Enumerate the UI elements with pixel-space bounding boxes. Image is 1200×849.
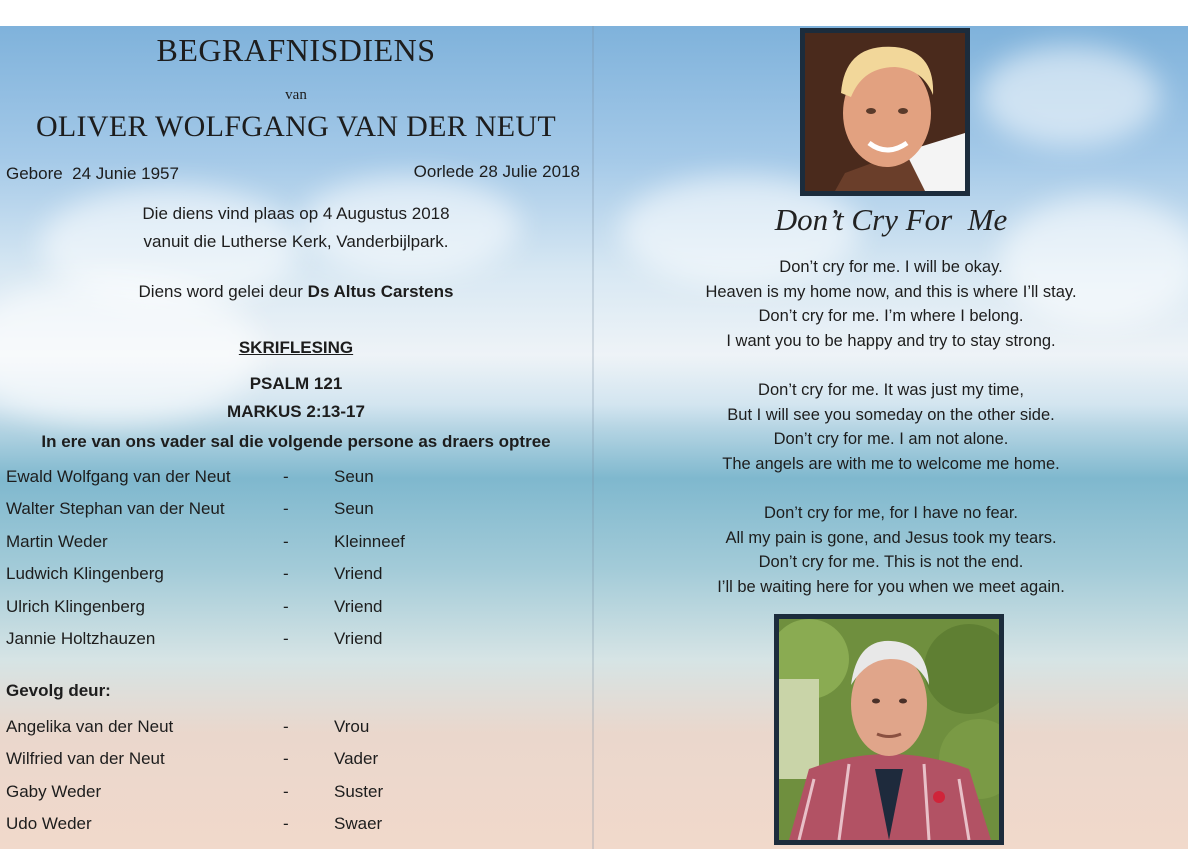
person-name: Walter Stephan van der Neut — [6, 499, 225, 519]
poem-line: I want you to be happy and try to stay strong. — [726, 331, 1056, 350]
scripture-heading — [0, 335, 592, 361]
right-page — [594, 26, 1188, 849]
portrait-young-photo — [800, 28, 970, 196]
poem-line: Don’t cry for me. I will be okay. — [779, 258, 1003, 276]
poem-line: Heaven is my home now, and this is where I’ll stay. — [705, 282, 1077, 301]
person-name: Jannie Holtzhauzen — [6, 629, 156, 648]
dash-separator: - — [283, 814, 289, 834]
dash-separator: - — [283, 564, 289, 584]
pallbearer-row — [0, 499, 592, 525]
person-name: Martin Weder — [6, 531, 108, 551]
pallbearer-row — [0, 564, 592, 590]
led-by-prefix: Diens word gelei deur — [138, 282, 308, 301]
pallbearers-intro: In ere van ons vader sal die volgende persone as draers optree — [41, 432, 551, 451]
relation-label: Seun — [334, 467, 374, 486]
pallbearer-row — [0, 532, 592, 558]
relation-label: Vader — [334, 749, 379, 769]
relation-label: Swaer — [334, 814, 383, 834]
portrait-young-image — [805, 33, 965, 191]
deceased-name: OLIVER WOLFGANG VAN DER NEUT — [35, 110, 557, 143]
dash-separator: - — [283, 629, 289, 648]
poem-line: Don’t cry for me. This is not the end. — [758, 553, 1024, 572]
poem-line: I’ll be waiting here for you when we meet again. — [717, 577, 1065, 596]
dash-separator: - — [283, 781, 289, 801]
portrait-older-photo — [774, 614, 1004, 845]
service-line-2: vanuit die Lutherse Kerk, Vanderbijlpark. — [143, 232, 449, 251]
poem-line: Don’t cry for me. I am not alone. — [773, 430, 1009, 449]
mourner-row — [0, 814, 592, 840]
poem-line: All my pain is gone, and Jesus took my tears. — [725, 528, 1057, 547]
died-date: Oorlede 28 Julie 2018 — [413, 162, 580, 181]
relation-label: Vrou — [334, 717, 370, 736]
dash-separator: - — [283, 467, 289, 486]
mourner-row — [0, 749, 592, 775]
mourner-row — [0, 717, 592, 743]
pallbearer-row — [0, 597, 592, 623]
service-line-1: Die diens vind plaas op 4 Augustus 2018 — [142, 204, 450, 223]
relation-label: Seun — [334, 499, 374, 519]
portrait-older-image — [779, 619, 999, 840]
dash-separator: - — [283, 531, 289, 551]
person-name: Wilfried van der Neut — [6, 749, 165, 769]
scripture-mark: MARKUS 2:13-17 — [227, 402, 365, 421]
scripture-heading-text: SKRIFLESING — [238, 338, 354, 357]
person-name: Ewald Wolfgang van der Neut — [6, 467, 231, 486]
minister-name: Ds Altus Carstens — [307, 282, 454, 301]
followed-heading: Gevolg deur: — [6, 681, 111, 700]
left-page — [0, 26, 592, 849]
relation-label: Vriend — [334, 596, 383, 616]
person-name: Angelika van der Neut — [6, 717, 174, 736]
led-by-line — [0, 279, 592, 305]
poem-title: Don’t Cry For Me — [774, 202, 1008, 237]
program-heading: BEGRAFNISDIENS — [156, 32, 436, 68]
poem-line: The angels are with me to welcome me home. — [722, 454, 1060, 473]
relation-label: Kleinneef — [334, 531, 405, 551]
funeral-program-sheet — [0, 26, 1188, 849]
pallbearer-row — [0, 629, 592, 655]
dash-separator: - — [283, 499, 289, 519]
person-name: Udo Weder — [6, 814, 92, 834]
poem-stanza-3 — [594, 501, 1188, 599]
dash-separator: - — [283, 596, 289, 616]
poem-stanza-1 — [594, 255, 1188, 353]
relation-label: Suster — [334, 781, 384, 801]
born-date: Gebore 24 Junie 1957 — [6, 164, 179, 183]
relation-label: Vriend — [334, 564, 383, 584]
van-label: van — [285, 87, 307, 103]
relation-label: Vriend — [334, 629, 383, 648]
dash-separator: - — [283, 749, 289, 769]
person-name: Ludwich Klingenberg — [6, 564, 164, 584]
poem-line: Don’t cry for me. I’m where I belong. — [758, 307, 1024, 326]
person-name: Gaby Weder — [6, 781, 102, 801]
person-name: Ulrich Klingenberg — [6, 596, 145, 616]
poem-line: But I will see you someday on the other side. — [727, 405, 1055, 424]
dash-separator: - — [283, 717, 289, 736]
poem-line: Don’t cry for me, for I have no fear. — [763, 503, 1019, 522]
scripture-psalm: PSALM 121 — [249, 374, 343, 393]
mourner-row — [0, 782, 592, 808]
poem-line: Don’t cry for me. It was just my time, — [758, 380, 1024, 399]
poem-stanza-2 — [594, 378, 1188, 476]
pallbearer-row — [0, 467, 592, 493]
poem — [594, 255, 1188, 624]
